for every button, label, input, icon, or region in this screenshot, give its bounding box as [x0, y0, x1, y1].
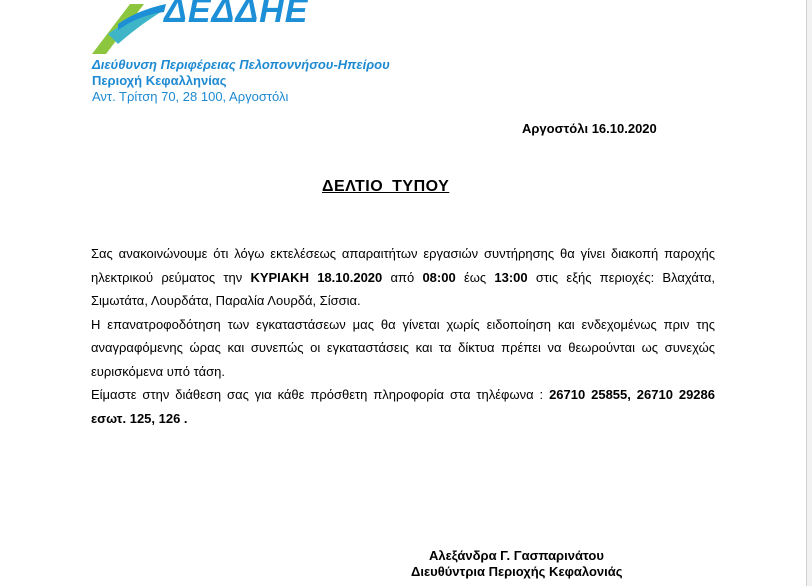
press-release-body — [91, 242, 715, 430]
outage-start: 08:00 — [422, 269, 456, 285]
page-edge — [806, 0, 812, 586]
text-segment: από — [382, 269, 423, 285]
text-segment: Είμαστε στην διάθεση σας για κάθε πρόσθετη πληροφορία στα τηλέφωνα : — [91, 387, 550, 402]
outage-end: 13:00 — [494, 269, 528, 285]
outage-day: ΚΥΡΙΑΚΗ 18.10.2020 — [250, 269, 383, 285]
signature-name: Αλεξάνδρα Γ. Γασπαρινάτου — [429, 548, 604, 563]
address: Αντ. Τρίτση 70, 28 100, Αργοστόλι — [92, 89, 289, 104]
paragraph-outage — [91, 242, 715, 313]
org-name: Διεύθυνση Περιφέρειας Πελοποννήσου-Ηπείρου — [92, 57, 390, 72]
affected-areas: στις εξής περιοχές: Βλαχάτα, Σιμωτάτα, Λουρδάτα, Παραλία Λουρδά, Σίσσια. — [91, 269, 715, 308]
text-segment: Σας ανακοινώνουμε ότι λόγω εκτελέσεως απαραιτήτων εργασιών συντήρησης θα γίνει διακοπή παροχής ηλεκτρικού ρεύματος την — [91, 246, 715, 285]
dateline: Αργοστόλι 16.10.2020 — [522, 121, 657, 136]
logo-mark-icon — [88, 0, 168, 56]
logo-wordmark: ΔΕΔΔΗΕ — [164, 0, 309, 30]
signature-role: Διευθύντρια Περιοχής Κεφαλονιάς — [411, 564, 623, 579]
contact-phones: 26710 25855, 26710 29286 εσωτ. 125, 126 . — [91, 387, 715, 426]
region-name: Περιοχή Κεφαλληνίας — [92, 73, 227, 88]
paragraph-contact — [91, 383, 715, 430]
text-segment: έως — [455, 269, 495, 285]
company-logo — [88, 0, 318, 56]
paragraph-restoration: Η επανατροφοδότηση των εγκαταστάσεων μας θα γίνεται χωρίς ειδοποίηση και ενδεχομένως πριν της αναγραφόμενης ώρας και συνεπώς οι εγκαταστάσεις και τα δίκτυα πρέπει να θεωρούνται ως συνεχώς ευρισκόμενα υπό τάση. — [91, 316, 715, 379]
document-title: ΔΕΛΤΙΟ ΤΥΠΟΥ — [322, 178, 450, 195]
